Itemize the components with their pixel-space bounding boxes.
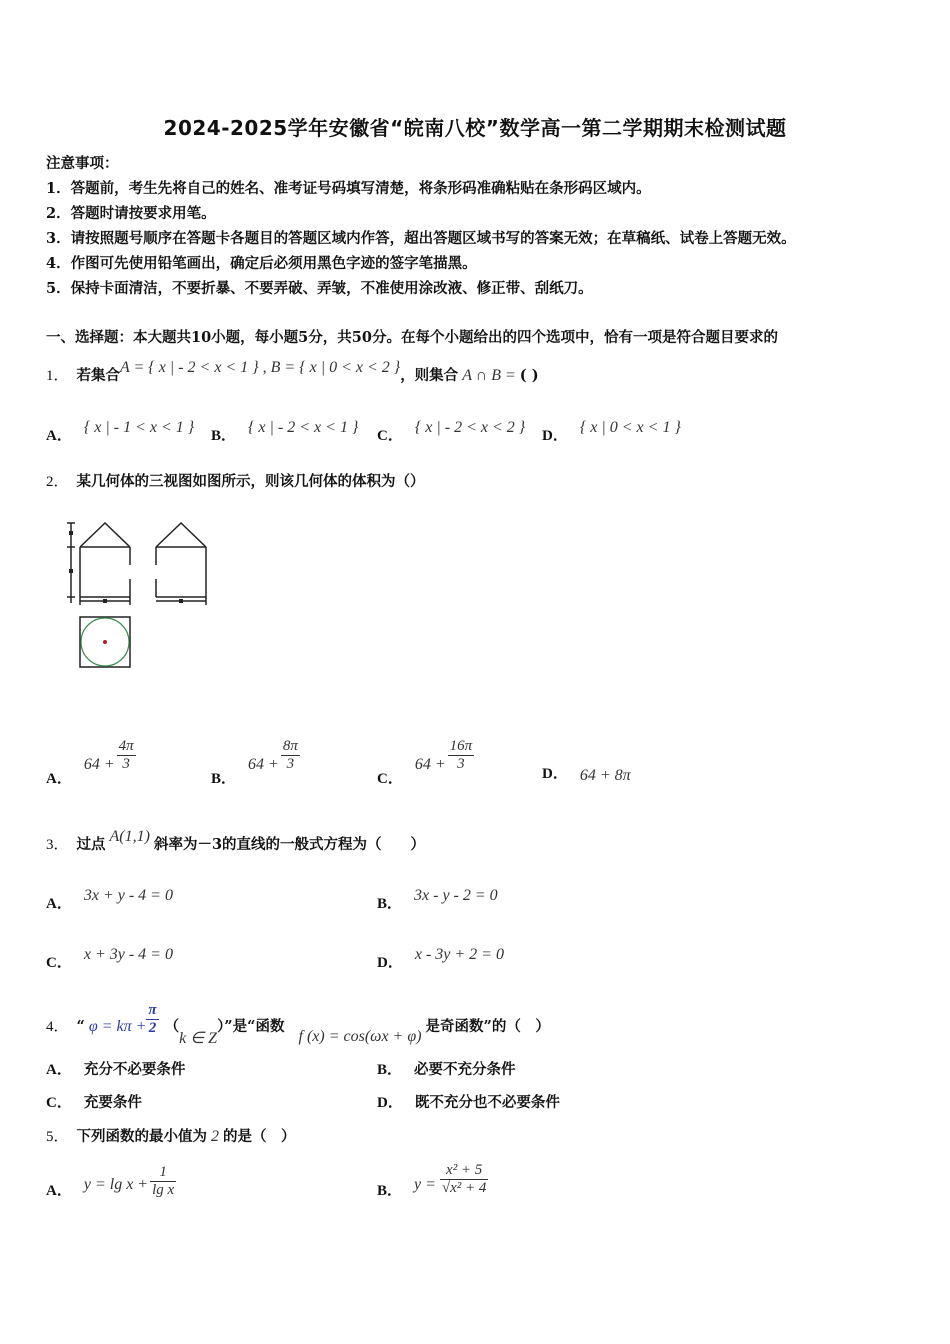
fraction-denominator: 3 [457,755,465,772]
q4-option-a[interactable] [46,1058,185,1079]
option-label: D． [377,955,403,971]
question-number: 4． [46,1019,69,1035]
section-heading: 一、选择题：本大题共10小题，每小题5分，共50分。在每个小题给出的四个选项中，恰有一项是符合题目要求的 [46,329,778,346]
question-2 [46,470,425,491]
option-pre: 64 + [83,756,115,773]
fraction-numerator: 4π [118,738,134,754]
option-math: { x | - 2 < x < 2 } [414,419,526,436]
q1-post: ( ) [519,367,539,384]
option-pre: y = lg x + [83,1176,149,1193]
option-text: 必要不充分条件 [414,1061,516,1078]
option-label: B． [377,1183,403,1199]
q1-option-d[interactable] [542,419,681,445]
option-fraction [281,738,300,772]
q4-option-b[interactable] [377,1058,516,1079]
q3-option-c[interactable] [46,946,173,972]
option-pre: 64 + [248,756,279,773]
front-view-roof [80,523,130,547]
option-label: B． [211,771,237,787]
q3-post: 斜率为－3的直线的一般式方程为（ ） [153,836,426,853]
option-pre: y = [414,1176,436,1193]
q4-mid: ）”是“函数 [217,1018,285,1035]
fraction-denominator: √x² + 4 [441,1179,487,1196]
top-view-center [103,640,107,644]
option-math: { x | - 2 < x < 1 } [248,419,359,436]
q2-option-c[interactable] [377,738,474,787]
q5-post: 的是（ ） [223,1128,296,1145]
notice-item-3: 3．请按照题号顺序在答题卡各题目的答题区域内作答，超出答题区域书写的答案无效；在草稿纸、试卷上答题无效。 [46,230,796,247]
q2-option-a[interactable] [46,738,136,787]
side-view-roof [156,523,206,547]
q2-option-b[interactable] [211,738,300,787]
q1-option-b[interactable] [211,419,359,445]
q4-option-c[interactable] [46,1091,142,1112]
q3-option-d[interactable] [377,946,504,972]
option-label: A． [46,771,72,787]
question-number: 1． [46,368,69,384]
option-fraction [440,1162,489,1196]
fraction-denominator: 3 [286,755,295,772]
fraction-numerator: 1 [150,1164,176,1182]
option-math: 64 + 8π [579,767,631,784]
option-label: C． [377,428,403,444]
option-label: A． [46,896,72,912]
q1-sets: A = { x | - 2 < x < 1 } , B = { x | 0 < x < 2 } [120,359,401,376]
q5-pre: 下列函数的最小值为 [76,1128,208,1145]
page-title: 2024-2025学年安徽省“皖南八校”数学高一第二学期期末检测试题 [163,116,787,140]
option-pre: 64 + [414,756,446,773]
option-math: 3x + y - 4 = 0 [83,887,173,904]
q2-text: 某几何体的三视图如图所示，则该几何体的体积为（） [76,473,425,490]
option-math: x + 3y - 4 = 0 [83,946,173,963]
option-text: 充要条件 [83,1094,142,1111]
q3-option-b[interactable] [377,887,498,913]
notice-heading: 注意事项： [46,155,119,172]
option-label: A． [46,1062,72,1078]
fraction-denominator: lg x [152,1181,175,1198]
fraction-numerator: x² + 5 [440,1162,489,1180]
option-label: B． [377,896,403,912]
option-label: D． [377,1095,403,1111]
notice-item-4: 4．作图可先使用铅笔画出，确定后必须用黑色字迹的签字笔描黑。 [46,255,477,272]
q4-kz: k ∈ Z [179,1030,218,1047]
notice-item-5: 5．保持卡面清洁，不要折暴、不要弄破、弄皱，不准使用涂改液、修正带、刮纸刀。 [46,280,593,297]
q4-phi: φ = kπ + [88,1018,147,1035]
q2-option-d[interactable] [542,762,631,783]
q1-option-c[interactable] [377,419,526,445]
option-math: x - 3y + 2 = 0 [414,946,504,963]
notice-item-1: 1．答题前，考生先将自己的姓名、准考证号码填写清楚，将条形码准确粘贴在条形码区域内。 [46,180,651,197]
fraction-denominator: 2 [148,1019,157,1036]
q5-option-a[interactable] [46,1164,176,1198]
option-fraction [448,738,475,772]
option-label: C． [46,955,72,971]
q3-point: A(1,1) [109,828,150,845]
fraction-numerator: 8π [282,738,298,754]
option-fraction [150,1164,176,1198]
option-text: 既不充分也不必要条件 [414,1094,560,1111]
option-label: A． [46,1183,72,1199]
question-number: 5． [46,1129,69,1145]
q1-expr: A ∩ B = [462,367,516,384]
option-label: B． [377,1062,403,1078]
q5-value: 2 [211,1128,220,1145]
q1-pre: 若集合 [76,367,121,384]
question-3 [46,828,426,854]
option-label: B． [211,428,237,444]
option-label: C． [46,1095,72,1111]
option-math: 3x - y - 2 = 0 [414,887,498,904]
option-math: { x | 0 < x < 1 } [579,419,681,436]
q4-option-d[interactable] [377,1091,560,1112]
option-fraction [117,738,136,772]
q1-option-a[interactable] [46,419,195,445]
q4-func: f (x) = cos(ωx + φ) [298,1028,422,1045]
question-number: 3． [46,837,69,853]
fraction-numerator: π [148,1002,157,1018]
q1-mid: ，则集合 [400,367,459,384]
fraction-denominator: 3 [122,755,130,772]
option-label: D． [542,428,568,444]
notice-item-2: 2．答题时请按要求用笔。 [46,205,216,222]
option-math: { x | - 1 < x < 1 } [83,419,195,436]
question-4 [46,1002,550,1047]
question-5 [46,1125,296,1146]
q3-option-a[interactable] [46,887,173,913]
q5-option-b[interactable] [377,1162,488,1199]
q4-fraction [146,1002,158,1036]
q4-paren: （ [164,1018,180,1035]
option-label: D． [542,766,568,782]
option-text: 充分不必要条件 [83,1061,186,1078]
option-label: A． [46,428,72,444]
option-label: C． [377,771,403,787]
fraction-numerator: 16π [449,738,473,754]
question-1 [46,359,539,385]
q3-pre: 过点 [76,836,106,853]
three-view-figure [60,515,220,675]
q4-post: 是奇函数”的（ ） [425,1018,550,1035]
q4-open-quote: “ [76,1018,85,1035]
question-number: 2． [46,474,69,490]
